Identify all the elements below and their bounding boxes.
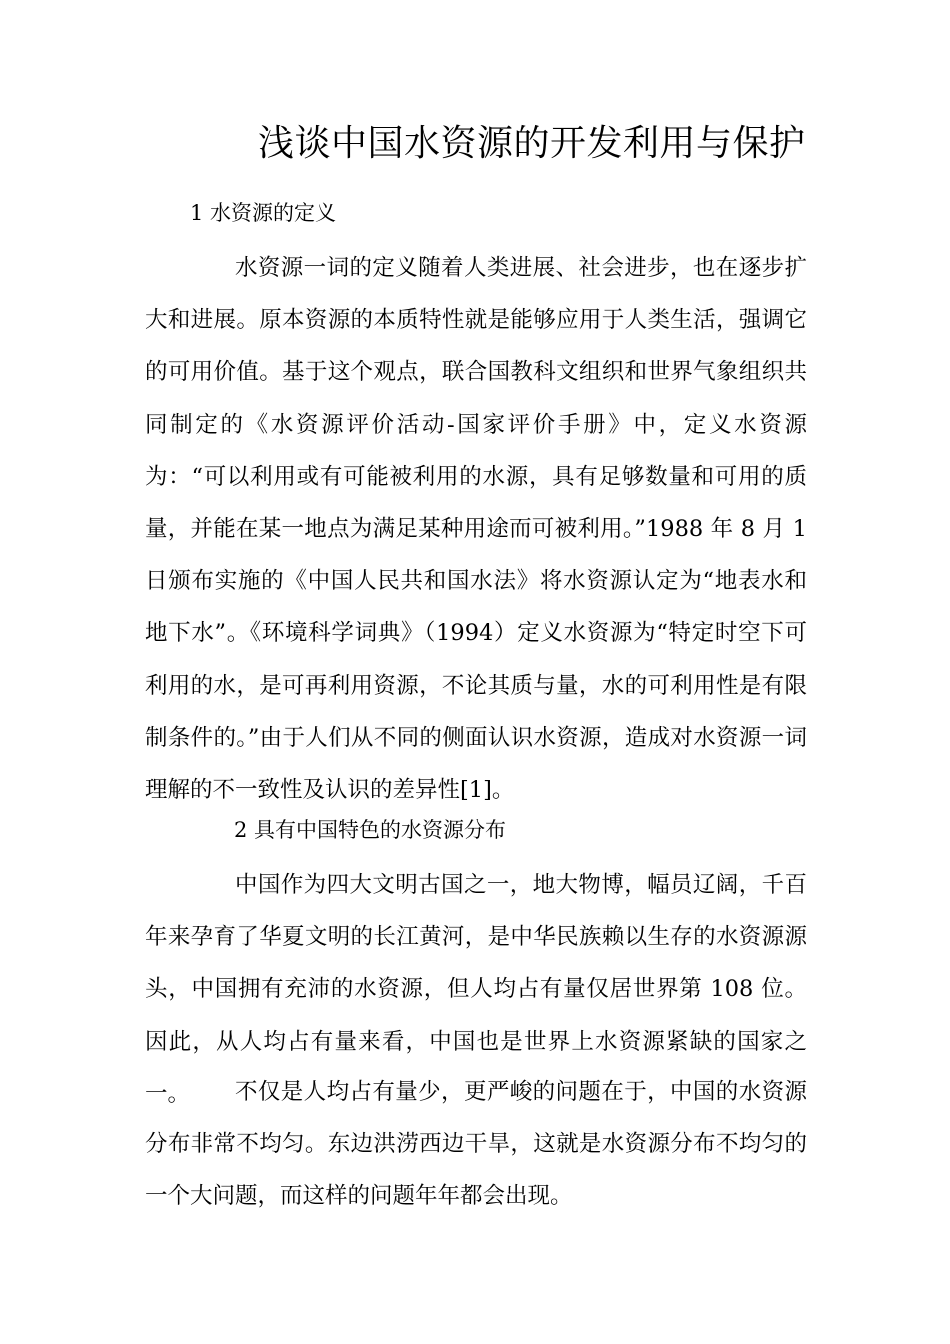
document-title: 浅谈中国水资源的开发利用与保护 <box>258 123 806 164</box>
paragraph-uneven-distribution: 不仅是人均占有量少，更严峻的问题在于，中国的水资源分布非常不均匀。东边洪涝西边干旱，这就是水资源分布不均匀的一个大问题，而这样的问题年年都会出现。 <box>145 1079 807 1210</box>
section-heading-1: 1 水资源的定义 <box>190 201 337 225</box>
section-heading-2: 2 具有中国特色的水资源分布 <box>234 818 507 842</box>
paragraph-water-resource-definition: 水资源一词的定义随着人类进展、社会进步，也在逐步扩大和进展。原本资源的本质特性就是能够应用于人类生活，强调它的可用价值。基于这个观点，联合国教科文组织和世界气象组织共同制定的《水资源评价活动-国家评价手册》中，定义水资源为：“可以利用或有可能被利用的水源，具有足够数量和可用的质量，并能在某一地点为满足某种用途而可被利用。”1988 年 8 月 1 日颁布实施的《中国人民共和国水法》将水资源认定为“地表水和地下水”。《环境科学词典》（1994）定义水资源为“特定时空下可利用的水，是可再利用资源，不论其质与量，水的可利用性是有限制条件的。”由于人们从不同的侧面认识水资源，造成对水资源一词理解的不一致性及认识的差异性[1]。 <box>145 255 807 804</box>
paragraph-china-water-distribution: 中国作为四大文明古国之一，地大物博，幅员辽阔，千百年来孕育了华夏文明的长江黄河，是中华民族赖以生存的水资源源头，中国拥有充沛的水资源，但人均占有量仅居世界第 108 位。因此，从人均占有量来看，中国也是世界上水资源紧缺的国家之一。 <box>145 872 807 1107</box>
